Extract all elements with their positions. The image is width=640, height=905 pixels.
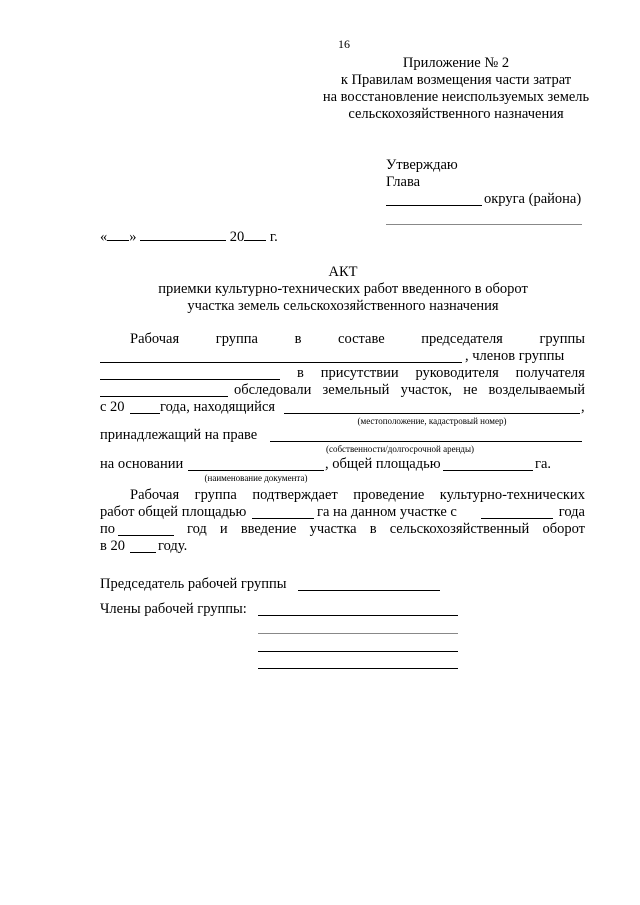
turnover-year-field[interactable] — [130, 552, 156, 553]
recipient-field[interactable] — [100, 396, 228, 397]
p1-since-suffix: года, находящийся — [160, 399, 276, 415]
end-year-field[interactable] — [118, 535, 174, 536]
word: Рабочая — [130, 331, 180, 347]
chairman-label: Председатель рабочей группы — [100, 576, 287, 592]
member-signature-field[interactable] — [258, 651, 458, 652]
word: оборот — [542, 521, 585, 537]
members-label: Члены рабочей группы: — [100, 601, 247, 617]
word: в — [369, 521, 377, 537]
member-signature-field[interactable] — [258, 633, 458, 634]
word: присутствии — [320, 365, 399, 381]
year-prefix: 20 — [229, 229, 245, 245]
comma: , — [581, 399, 585, 415]
title-line: приемки культурно-технических работ введенного в оборот — [158, 281, 528, 297]
word: культурно-технических — [439, 487, 585, 503]
p2-line4-a: в 20 — [100, 538, 125, 554]
word: участок, — [400, 382, 453, 398]
members-field[interactable] — [100, 379, 280, 380]
word: сельскохозяйственный — [389, 521, 530, 537]
word: составе — [338, 331, 385, 347]
word: Рабочая — [130, 487, 180, 503]
appendix-line: сельскохозяйственного назначения — [348, 106, 564, 122]
word: в — [294, 331, 302, 347]
start-year-field[interactable] — [481, 518, 553, 519]
p1-line3 — [297, 365, 585, 382]
word: земельный — [322, 382, 390, 398]
area-field[interactable] — [443, 470, 533, 471]
chairman-field[interactable] — [100, 362, 462, 363]
word: группы — [539, 331, 585, 347]
word: возделываемый — [488, 382, 585, 398]
caption-document: (наименование документа) — [204, 473, 308, 483]
member-signature-field[interactable] — [258, 615, 458, 616]
word: председателя — [421, 331, 503, 347]
word: группа — [194, 487, 237, 503]
word: получателя — [515, 365, 585, 381]
head-name-field[interactable] — [386, 224, 582, 225]
appendix-title: Приложение № 2 — [402, 55, 510, 71]
word: подтверждает — [252, 487, 338, 503]
p1-basis: на основании — [100, 456, 184, 472]
p2-line1 — [130, 487, 585, 504]
word: в — [297, 365, 304, 381]
word: введение — [240, 521, 297, 537]
document-field[interactable] — [188, 470, 324, 471]
word: и — [219, 521, 228, 537]
quote-open: « — [100, 229, 108, 245]
month-field[interactable] — [140, 228, 226, 241]
title-line: участка земель сельскохозяйственного назначения — [187, 298, 499, 314]
p1-area: , общей площадью — [325, 456, 441, 472]
chairman-signature-field[interactable] — [298, 590, 440, 591]
p2-line2-b: га на данном участке с — [317, 504, 457, 520]
word: группа — [215, 331, 258, 347]
appendix-line: к Правилам возмещения части затрат — [340, 72, 572, 88]
appendix-line: на восстановление неиспользуемых земель — [322, 89, 590, 105]
year-field[interactable] — [244, 228, 266, 241]
approve-text: Утверждаю — [386, 157, 458, 173]
word: не — [463, 382, 478, 398]
work-area-field[interactable] — [252, 518, 314, 519]
p2-line2-a: работ общей площадью — [100, 504, 247, 520]
p1-ha: га. — [535, 456, 552, 472]
p1-belonging: принадлежащий на праве — [100, 427, 258, 443]
word: обследовали — [234, 382, 312, 398]
member-signature-field[interactable] — [258, 668, 458, 669]
p1-since-prefix: с 20 — [100, 399, 125, 415]
caption-right: (собственности/долгосрочной аренды) — [325, 444, 475, 454]
quote-close: » — [129, 229, 137, 245]
p2-line4-b: году. — [158, 538, 188, 554]
day-field[interactable] — [107, 228, 129, 241]
word: руководителя — [415, 365, 499, 381]
p2-line3 — [187, 521, 585, 538]
p1-line1 — [130, 331, 585, 348]
district-text: округа (района) — [484, 191, 582, 207]
location-field[interactable] — [284, 413, 580, 414]
since-year-field[interactable] — [130, 413, 160, 414]
year-suffix: г. — [269, 229, 278, 245]
p2-line3-a: по — [100, 521, 116, 537]
p1-line4 — [234, 382, 585, 399]
caption-location: (местоположение, кадастровый номер) — [357, 416, 507, 426]
head-text: Глава — [386, 174, 421, 190]
district-name-field[interactable] — [386, 205, 482, 206]
title-act: АКТ — [328, 264, 358, 280]
p1-members: , членов группы — [465, 348, 565, 364]
word: участка — [309, 521, 357, 537]
date-line — [100, 228, 278, 246]
page-number: 16 — [338, 37, 350, 51]
right-type-field[interactable] — [270, 441, 582, 442]
word: год — [187, 521, 207, 537]
p2-line2-c: года — [558, 504, 585, 520]
word: проведение — [353, 487, 425, 503]
